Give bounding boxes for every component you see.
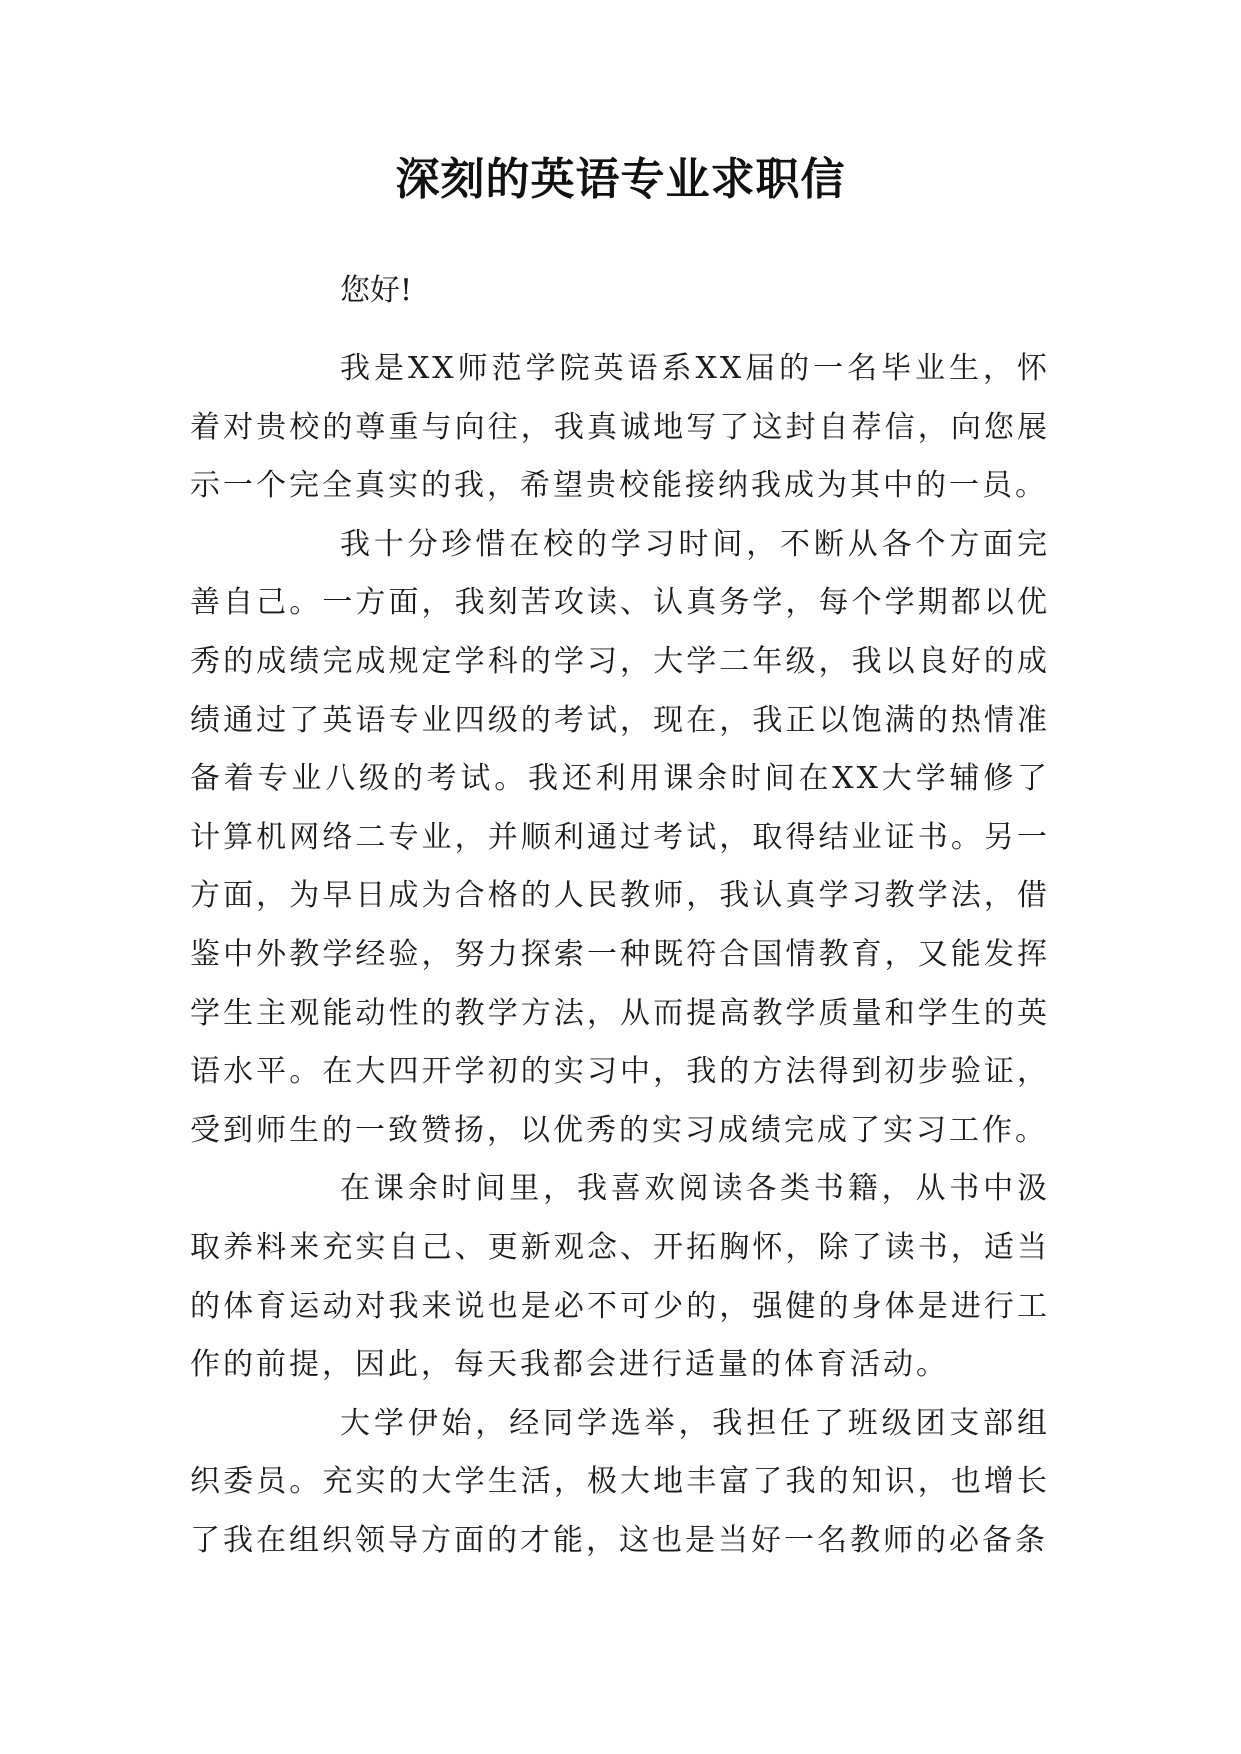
letter-body — [190, 340, 1050, 1570]
paragraph-studies: 我十分珍惜在校的学习时间，不断从各个方面完善自己。一方面，我刻苦攻读、认真务学，每个学期都以优秀的成绩完成规定学科的学习，大学二年级，我以良好的成绩通过了英语专业四级的考试，现在，我正以饱满的热情准备着专业八级的考试。我还利用课余时间在XX大学辅修了计算机网络二专业，并顺利通过考试，取得结业证书。另一方面，为早日成为合格的人民教师，我认真学习教学法，借鉴中外教学经验，努力探索一种既符合国情教育，又能发挥学生主观能动性的教学方法，从而提高教学质量和学生的英语水平。在大四开学初的实习中，我的方法得到初步验证，受到师生的一致赞扬，以优秀的实习成绩完成了实习工作。 — [190, 526, 1050, 1148]
paragraph-hobbies: 在课余时间里，我喜欢阅读各类书籍，从书中汲取养料来充实自己、更新观念、开拓胸怀，除了读书，适当的体育运动对我来说也是必不可少的，强健的身体是进行工作的前提，因此，每天我都会进行适量的体育活动。 — [190, 1171, 1050, 1383]
paragraph-introduction: 我是XX师范学院英语系XX届的一名毕业生，怀着对贵校的尊重与向往，我真诚地写了这封自荐信，向您展示一个完全真实的我，希望贵校能接纳我成为其中的一员。 — [190, 351, 1050, 504]
paragraph-leadership: 大学伊始，经同学选举，我担任了班级团支部组织委员。充实的大学生活，极大地丰富了我的知识，也增长了我在组织领导方面的才能，这也是当好一名教师的必备条 — [190, 1405, 1050, 1558]
document-title: 深刻的英语专业求职信 — [395, 154, 846, 205]
greeting-line: 您好! — [340, 273, 413, 308]
